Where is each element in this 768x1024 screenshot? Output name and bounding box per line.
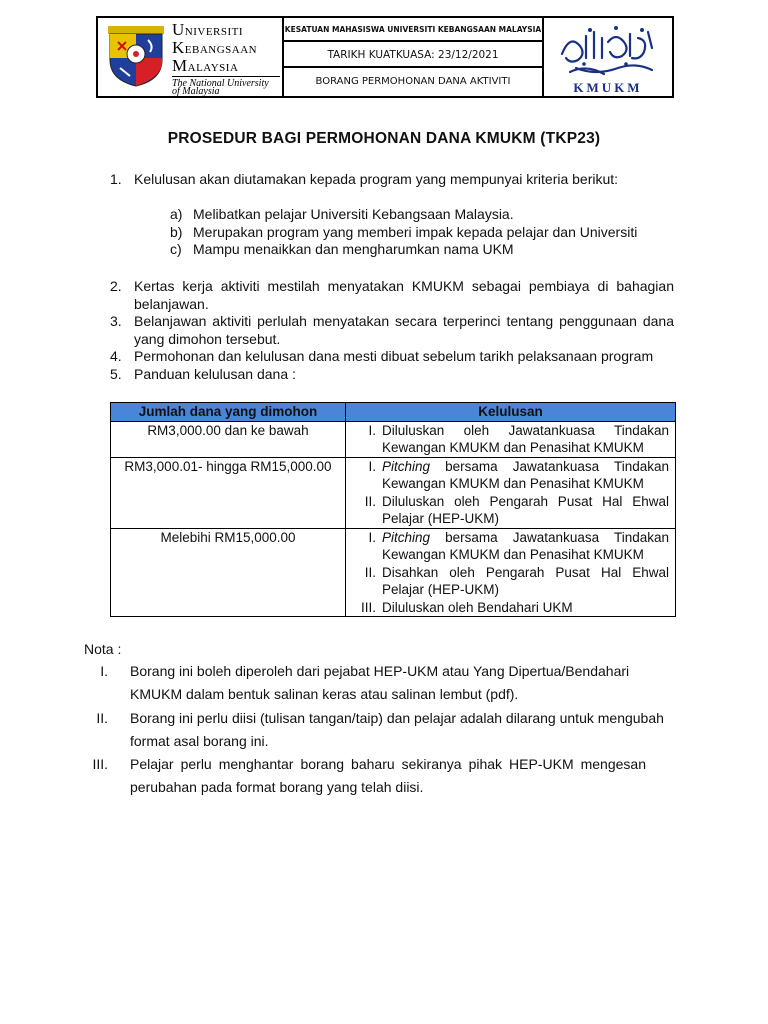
list-item-text: Kertas kerja aktiviti mestilah menyatakan KMUKM sebagai pembiaya di bahagian belanjawan. <box>134 278 674 312</box>
nota-item-text: Pelajar perlu menghantar borang baharu sekiranya pihak HEP-UKM mengesan perubahan pada format borang yang telah diisi. <box>130 756 646 795</box>
sub-item-label: b) <box>170 224 183 240</box>
divider <box>172 76 280 77</box>
sub-item-text: Melibatkan pelajar Universiti Kebangsaan Malaysia. <box>193 206 514 222</box>
list-item-text: Permohonan dan kelulusan dana mesti dibuat sebelum tarikh pelaksanaan program <box>134 348 654 364</box>
approval-item: I. Pitching bersama Jawatankuasa Tindakan Kewangan KMUKM dan Penasihat KMUKM <box>368 458 669 491</box>
ukm-logo-block <box>98 18 284 96</box>
approval-item: I. Pitching bersama Jawatankuasa Tindakan Kewangan KMUKM dan Penasihat KMUKM <box>368 529 669 562</box>
header-info-block <box>284 18 544 96</box>
sub-item-text: Merupakan program yang memberi impak kepada pelajar dan Universiti <box>193 224 638 240</box>
uni-tagline-1: The National University <box>172 78 269 89</box>
nota-label: Nota : <box>84 641 122 657</box>
approval-cell <box>346 421 676 457</box>
fund-approval-table <box>110 402 676 617</box>
effective-date: TARIKH KUATKUASA: 23/12/2021 <box>284 42 542 68</box>
uni-name-line-2: EBANGSAAN <box>184 44 258 56</box>
nota-item-text: Borang ini perlu diisi (tulisan tangan/taip) dan pelajar adalah dilarang untuk mengubah format asal borang ini. <box>130 710 664 749</box>
list-item-number: 2. <box>110 278 122 294</box>
list-item-number: 1. <box>110 171 122 187</box>
list-item-text: Kelulusan akan diutamakan kepada program yang mempunyai kriteria berikut: <box>134 171 619 187</box>
column-header-approval: Kelulusan <box>346 403 676 422</box>
uni-name-line-3: ALAYSIA <box>187 62 239 74</box>
document-header <box>96 16 674 98</box>
approval-item: II. Diluluskan oleh Pengarah Pusat Hal Ehwal Pelajar (HEP-UKM) <box>364 493 669 526</box>
list-item-number: 3. <box>110 313 122 329</box>
approval-item: II. Disahkan oleh Pengarah Pusat Hal Ehwal Pelajar (HEP-UKM) <box>364 564 669 597</box>
column-header-amount: Jumlah dana yang dimohon <box>111 403 346 422</box>
nota-item-number: III. <box>92 756 108 772</box>
approval-item: I. Diluluskan oleh Jawatankuasa Tindakan Kewangan KMUKM dan Penasihat KMUKM <box>368 422 669 455</box>
list-item-text: Panduan kelulusan dana : <box>134 366 296 382</box>
kmukm-logo-text: KMUKM <box>573 80 643 95</box>
amount-cell: RM3,000.00 dan ke bawah <box>111 421 346 457</box>
amount-cell: Melebihi RM15,000.00 <box>111 528 346 617</box>
uni-name-cap-1: U <box>172 20 185 39</box>
nota-item-number: I. <box>100 663 108 679</box>
list-item-number: 5. <box>110 366 122 382</box>
kmukm-calligraphy-icon <box>556 24 660 80</box>
list-item-text: Belanjawan aktiviti perlulah menyatakan secara terperinci tentang penggunaan dana yang dimohon tersebut. <box>134 313 674 347</box>
table-row <box>111 457 676 528</box>
nota-item-number: II. <box>96 710 108 726</box>
approval-item: III. Diluluskan oleh Bendahari UKM <box>360 599 573 615</box>
form-name: BORANG PERMOHONAN DANA AKTIVITI <box>315 76 511 87</box>
amount-cell: RM3,000.01- hingga RM15,000.00 <box>111 457 346 528</box>
uni-name-cap-2: K <box>172 38 185 57</box>
table-row <box>111 421 676 457</box>
approval-cell <box>346 528 676 617</box>
page-title: PROSEDUR BAGI PERMOHONAN DANA KMUKM (TKP23) <box>167 130 601 147</box>
org-name: KESATUAN MAHASISWA UNIVERSITI KEBANGSAAN MALAYSIA <box>284 18 542 42</box>
uni-tagline-2: of Malaysia <box>172 86 220 97</box>
uni-name-line-1: NIVERSITI <box>184 26 244 38</box>
nota-item-text: Borang ini boleh diperoleh dari pejabat HEP-UKM atau Yang Dipertua/Bendahari KMUKM dalam bentuk salinan keras atau salinan lembut (pdf). <box>130 663 630 702</box>
approval-cell <box>346 457 676 528</box>
list-item-number: 4. <box>110 348 122 364</box>
sub-item-label: a) <box>170 206 183 222</box>
sub-item-text: Mampu menaikkan dan mengharumkan nama UKM <box>193 241 514 257</box>
uni-name-cap-3: M <box>172 56 188 75</box>
kmukm-logo-block <box>544 18 672 96</box>
sub-item-label: c) <box>170 241 182 257</box>
table-header-row <box>111 403 676 422</box>
table-row <box>111 528 676 617</box>
